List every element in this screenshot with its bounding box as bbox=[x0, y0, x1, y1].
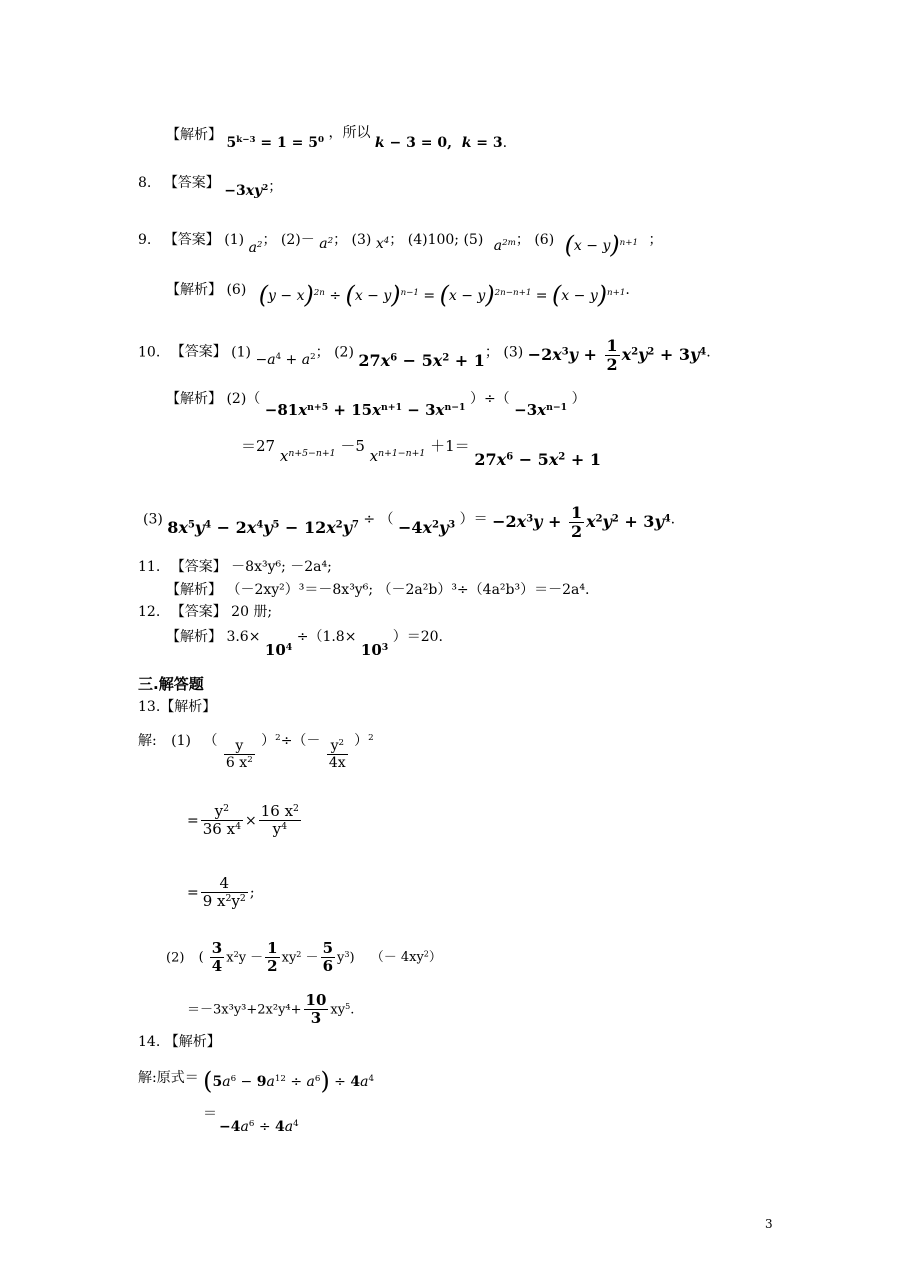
math-text: ＋1＝ bbox=[430, 437, 470, 455]
question-number: 12. bbox=[138, 604, 161, 620]
math-expression: $5^{k-3} = 1 = 5^0$ bbox=[226, 135, 325, 151]
explanation-9: 【解析】 (6) $(y - x)^{2n} \div (x - y)^{n-1} = (x - y)^{2n-n+1} = (x - y)^{n+1}$. bbox=[166, 281, 630, 309]
math-text: ＝27 bbox=[241, 437, 276, 455]
part-label: (3) bbox=[143, 511, 163, 528]
part-label: (1) bbox=[231, 344, 252, 361]
part-label: (2) bbox=[166, 950, 185, 966]
math-expression: $x^{n+1-n+1}$ bbox=[369, 447, 426, 465]
jiexi-label: 【解析】 bbox=[166, 629, 222, 645]
math-expression: $-4x^2y^3$ bbox=[398, 518, 456, 538]
math-expression: $a^2$ bbox=[319, 235, 334, 252]
answer-text: －8x³y⁶; －2a⁴; bbox=[231, 559, 332, 575]
math-expression: $-2x^3y$ + $\frac{1}{2}$ $x^2y^2 + 3y^4$ bbox=[492, 503, 671, 542]
part-label: (2) bbox=[334, 344, 354, 361]
math-expression: $a^2$ bbox=[248, 239, 263, 256]
explanation-7: 【解析】 $5^{k-3} = 1 = 5^0$ ，所以 k − 3 = 0, k = 3. bbox=[166, 125, 508, 151]
jiexi-label: 【解析】 bbox=[160, 699, 217, 715]
math-expression: $x^4$ bbox=[375, 235, 390, 252]
jiexi-label: 【解析】 bbox=[166, 127, 222, 143]
question-number: 13. bbox=[138, 699, 161, 715]
part-label: (3) bbox=[351, 231, 372, 248]
fraction: $\frac{1}{2}$ bbox=[267, 939, 278, 976]
explanation-10-2 bbox=[166, 391, 586, 419]
q14-line2 bbox=[203, 1107, 217, 1121]
answer-10: 10. 【答案】 $(1) -a^4 + a^2$； (2) $27x^6 - 5x^2 + 1$； $(3) -2x^3y$ + $\frac{1}{2}$ $x^2y^2 + 3y^4$. bbox=[138, 336, 711, 375]
math-expression: $27x^6 - 5x^2 + 1$ bbox=[474, 450, 601, 469]
math-expression: $-a^4 + a^2$ bbox=[255, 352, 316, 369]
page-number: 3 bbox=[765, 1217, 773, 1231]
fraction: $\frac{10}{3}$ bbox=[305, 991, 327, 1028]
fraction: $\frac{y^2}{4x}$ bbox=[328, 737, 346, 771]
question-13-header bbox=[138, 700, 216, 714]
math-expression: $8x^5y^4 - 2x^4y^5 - 12x^2y^7$ bbox=[167, 518, 359, 538]
math-expression: $10^4$ bbox=[264, 641, 293, 659]
q13-part2-line: (2) ( $\frac{3}{4}$ $x^2y$ － $\frac{1}{2}$ $xy^2$ － $\frac{5}{6}$ $y^3$) （－ $4xy^2$） bbox=[166, 939, 442, 976]
math-text: ）＝20. bbox=[392, 629, 443, 645]
fraction: $\frac{y}{6 x^2}$ bbox=[225, 737, 253, 771]
solution-label: 解: bbox=[138, 733, 157, 749]
math-expression: $x^{n+5-n+1}$ bbox=[279, 447, 336, 465]
math-expression: k − 3 = 0, k = 3 bbox=[374, 135, 503, 151]
part-label: (4)100; bbox=[407, 231, 460, 248]
explanation-10-2-result bbox=[241, 437, 601, 469]
math-text: ÷（1.8× bbox=[296, 629, 357, 645]
fraction: $\frac{5}{6}$ bbox=[322, 939, 333, 976]
part-label: (1) bbox=[224, 231, 245, 248]
fraction: $\frac{16 x^2}{y^4}$ bbox=[260, 802, 299, 839]
math-expression: $27x^6 - 5x^2 + 1$ bbox=[358, 351, 485, 371]
daan-label: 【答案】 bbox=[170, 559, 227, 575]
explanation-11 bbox=[166, 583, 589, 597]
part-label: (3) bbox=[503, 344, 524, 361]
section-heading: 三.解答题 bbox=[138, 675, 204, 693]
answer-text: 20 册; bbox=[231, 604, 273, 620]
question-number: 11. bbox=[138, 559, 161, 575]
answer-9: 9. 【答案】 (1) $a^2$； $(2)- a^2$； (3) $x^4$； (4)100; (5) $a^{2m}$； (6) $(x - y)^{n+1}$ ； bbox=[138, 231, 663, 259]
part-label: (2)－ bbox=[280, 231, 315, 248]
math-expression: $-3x^{n-1}$ bbox=[514, 401, 568, 419]
explanation-12 bbox=[166, 629, 443, 659]
math-expression: $(5a^6 - 9a^{12} \div a^6) \div 4a^4$ bbox=[203, 1067, 375, 1095]
math-expression: $10^3$ bbox=[360, 641, 389, 659]
question-14-header bbox=[138, 1035, 221, 1049]
division-sign: ）÷（ bbox=[469, 391, 510, 407]
math-expression: $(x - y)^{n+1}$ bbox=[564, 231, 639, 259]
math-text: ＝ bbox=[203, 1106, 217, 1122]
q13-step2: = $\frac{y^2}{36 x^4}$ × $\frac{16 x^2}{y^4}$ bbox=[187, 802, 299, 839]
question-number: 8. bbox=[138, 175, 152, 191]
math-text: －5 bbox=[340, 437, 365, 455]
part-label: (5) bbox=[463, 231, 484, 248]
connector-text: ，所以 bbox=[328, 125, 371, 141]
jiexi-label: 【解析】 bbox=[166, 281, 222, 298]
daan-label: 【答案】 bbox=[163, 231, 220, 248]
fraction: $\frac{y^2}{36 x^4}$ bbox=[202, 802, 241, 839]
daan-label: 【答案】 bbox=[163, 175, 220, 191]
question-number: 9. bbox=[138, 231, 152, 248]
part-label: (1) bbox=[171, 733, 192, 749]
jiexi-label: 【解析】 bbox=[166, 582, 222, 598]
division-sign: ÷ （ bbox=[363, 511, 394, 528]
jiexi-label: 【解析】 bbox=[164, 1034, 221, 1050]
part-label: (6) bbox=[226, 281, 247, 298]
math-expression: $(y - x)^{2n} \div (x - y)^{n-1} = (x - y)^{2n-n+1} = (x - y)^{n+1}$ bbox=[258, 281, 626, 309]
math-text: ）＝ bbox=[459, 511, 488, 528]
daan-label: 【答案】 bbox=[170, 604, 227, 620]
q13-part2-result: ＝－3x³y³+2x²y⁴+ $\frac{10}{3}$ $xy^5$. bbox=[187, 991, 355, 1028]
explanation-text: （－2xy²）³＝－8x³y⁶; （－2a²b）³÷（4a²b³）＝－2a⁴. bbox=[226, 582, 590, 598]
jiexi-label: 【解析】 bbox=[166, 391, 222, 407]
q14-line1 bbox=[138, 1066, 375, 1095]
math-text: 3.6× bbox=[226, 629, 261, 645]
math-text: ＝－3x³y³+2x²y⁴+ bbox=[187, 1002, 302, 1018]
question-number: 14. bbox=[138, 1034, 161, 1050]
math-expression: $-2x^3y$ + $\frac{1}{2}$ $x^2y^2 + 3y^4$ bbox=[527, 336, 707, 375]
math-expression: $a^{2m}$ bbox=[493, 237, 516, 254]
daan-label: 【答案】 bbox=[170, 344, 227, 361]
answer-12 bbox=[138, 605, 272, 619]
explanation-10-3: (3) $8x^5y^4 - 2x^4y^5 - 12x^2y^7$ ÷ （ $-4x^2y^3$ ）＝ $-2x^3y$ + $\frac{1}{2}$ $x^2y^2 + 3y^4$. bbox=[143, 503, 676, 542]
paren-close: ） bbox=[571, 391, 586, 407]
fraction: $\frac{3}{4}$ bbox=[211, 939, 223, 976]
part-label: (6) bbox=[534, 231, 555, 248]
math-expression: $-3xy^2$ bbox=[224, 183, 269, 199]
q14-line2-expr bbox=[219, 1120, 299, 1134]
question-number: 10. bbox=[138, 344, 161, 361]
answer-8: 8. 【答案】 $-3xy^2$； bbox=[138, 175, 283, 199]
math-expression: $-81x^{n+5} + 15x^{n+1} - 3x^{n-1}$ bbox=[264, 401, 466, 419]
solution-label: 解:原式＝ bbox=[138, 1069, 199, 1086]
part-label: (2)（ bbox=[226, 391, 261, 407]
fraction: $\frac{4}{9 x^2y^2}$ bbox=[202, 874, 246, 911]
answer-11 bbox=[138, 560, 332, 574]
q13-step3: = $\frac{4}{9 x^2y^2}$ ; bbox=[187, 874, 255, 911]
math-expression: $-4a^6 \div 4a^4$ bbox=[219, 1119, 299, 1135]
q13-part1-line: 解: (1) （ $\frac{y}{6 x^2}$ ）$^2$÷（－ $\frac{y^2}{4x}$ ）$^2$ bbox=[138, 733, 374, 771]
